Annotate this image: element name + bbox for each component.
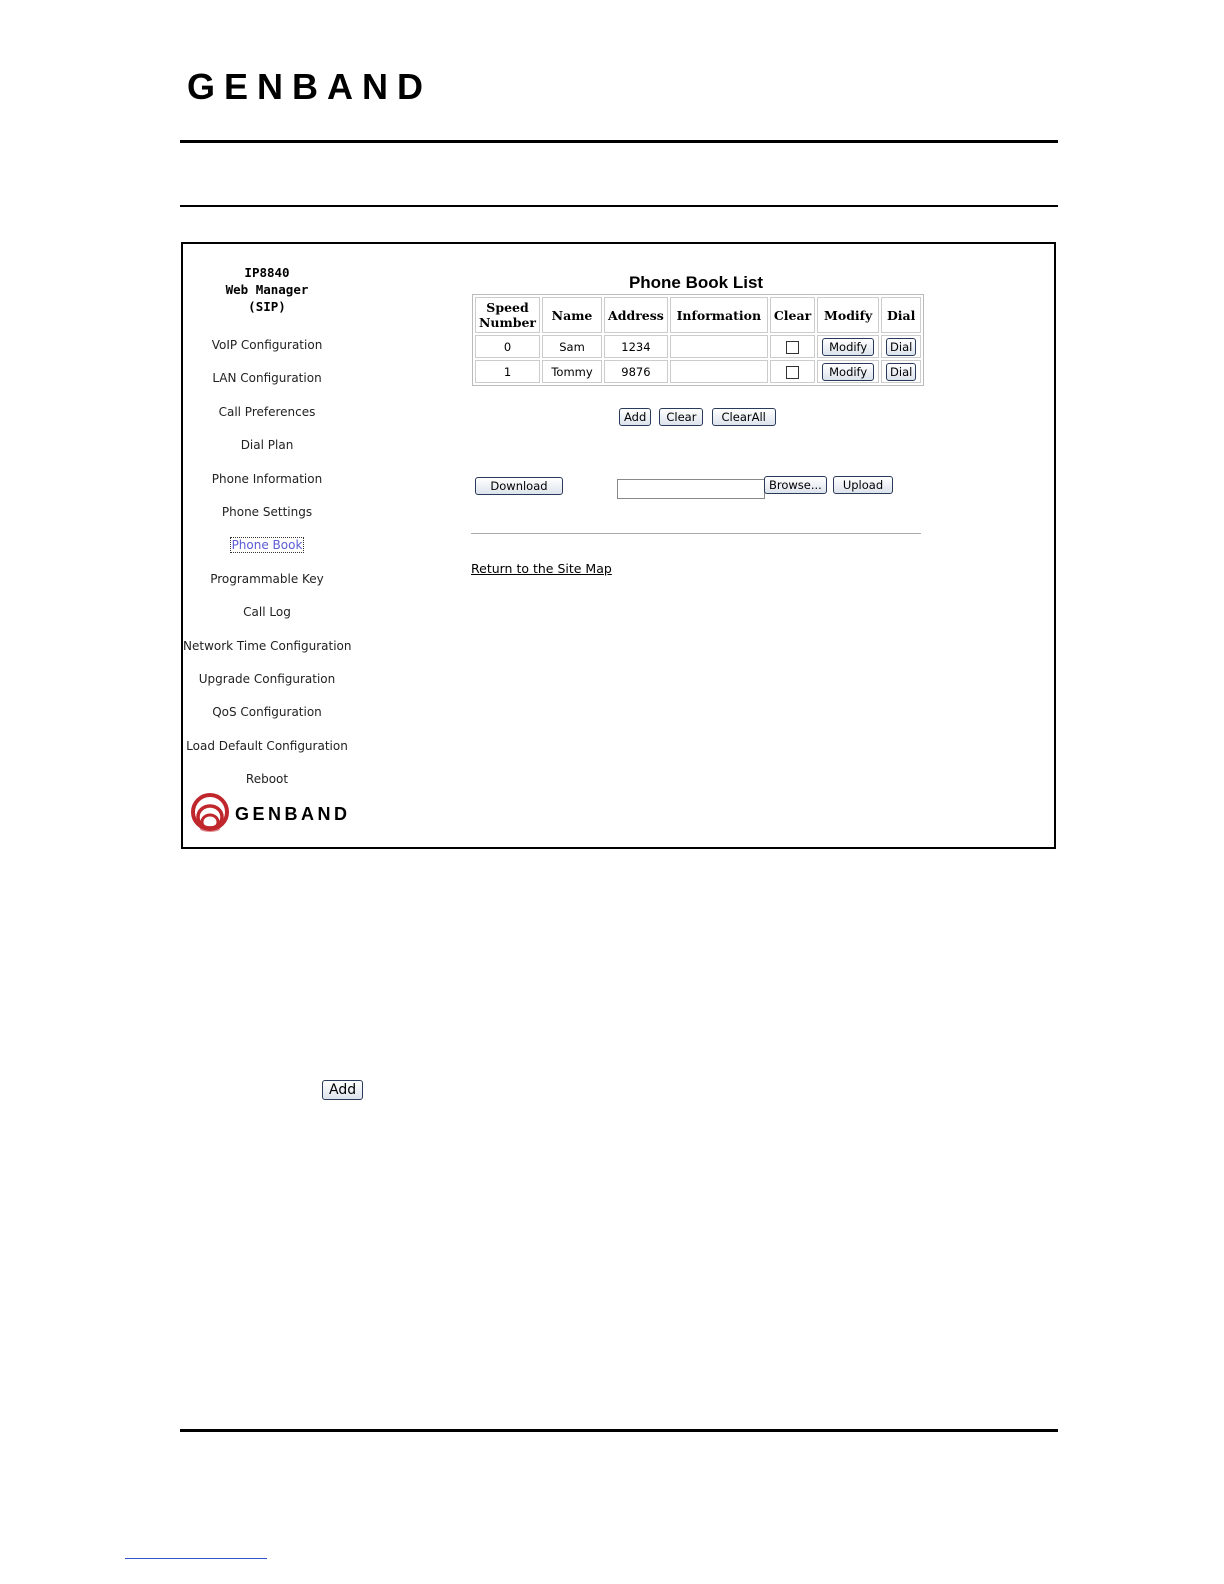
sidebar-item-phone-settings[interactable]: Phone Settings: [221, 504, 313, 519]
sidebar-item-reboot[interactable]: Reboot: [245, 772, 289, 787]
table-header-row: [475, 297, 921, 333]
column-header: Modify: [817, 297, 879, 333]
header-rule: [180, 140, 1058, 143]
column-header: Address: [604, 297, 668, 333]
dial-button[interactable]: Dial: [886, 338, 916, 356]
upload-file-input[interactable]: [617, 479, 765, 499]
phone-book-actions: [619, 406, 779, 426]
browse-button[interactable]: Browse...: [764, 476, 827, 494]
table-row: [475, 335, 921, 358]
page-title: Phone Book List: [628, 273, 764, 292]
clear-cell: [770, 360, 815, 383]
footnote-separator: [125, 1558, 267, 1559]
sidebar-title: [183, 264, 351, 315]
modify-button[interactable]: Modify: [822, 363, 874, 381]
column-header: Speed Number: [475, 297, 540, 333]
sidebar-item-call-log[interactable]: Call Log: [243, 605, 291, 620]
sidebar-item-lan-configuration[interactable]: LAN Configuration: [212, 371, 322, 386]
sidebar-title-line: Web Manager: [225, 282, 309, 297]
modify-button[interactable]: Modify: [822, 338, 874, 356]
header-rule-secondary: [180, 205, 1058, 207]
sidebar-title-line: IP8840: [244, 265, 290, 280]
address-cell: 1234: [604, 335, 668, 358]
return-to-site-map-link[interactable]: Return to the Site Map: [471, 561, 612, 576]
sidebar-item-network-time-configuration[interactable]: Network Time Configuration: [183, 638, 352, 653]
column-header: Name: [542, 297, 602, 333]
dial-button[interactable]: Dial: [886, 363, 916, 381]
sidebar-item-upgrade-configuration[interactable]: Upgrade Configuration: [198, 671, 336, 686]
web-manager-screenshot: [181, 242, 1056, 849]
sidebar-logo-text: GENBAND: [235, 804, 351, 824]
phone-book-table: [472, 294, 924, 386]
genband-swirl-icon: [191, 792, 231, 840]
add-button-example[interactable]: Add: [322, 1080, 363, 1100]
upload-button[interactable]: Upload: [833, 476, 893, 494]
content-divider: [471, 533, 921, 534]
download-button[interactable]: Download: [475, 477, 563, 495]
sidebar-title-line: (SIP): [248, 299, 286, 314]
clear-checkbox[interactable]: [786, 341, 799, 354]
clear-all-button[interactable]: ClearAll: [712, 408, 776, 426]
document-logo: GENBAND: [187, 66, 433, 107]
sidebar-item-load-default-configuration[interactable]: Load Default Configuration: [186, 738, 348, 753]
speed-number-cell: 0: [475, 335, 540, 358]
clear-checkbox[interactable]: [786, 366, 799, 379]
information-cell: [670, 360, 768, 383]
dial-cell: [881, 335, 921, 358]
clear-button[interactable]: Clear: [659, 408, 703, 426]
sidebar-item-voip-configuration[interactable]: VoIP Configuration: [211, 338, 323, 352]
name-cell: Sam: [542, 335, 602, 358]
column-header: Clear: [770, 297, 815, 333]
speed-number-cell: 1: [475, 360, 540, 383]
name-cell: Tommy: [542, 360, 602, 383]
column-header: Information: [670, 297, 768, 333]
footer-rule: [180, 1429, 1058, 1432]
sidebar-item-dial-plan[interactable]: Dial Plan: [240, 438, 294, 453]
address-cell: 9876: [604, 360, 668, 383]
information-cell: [670, 335, 768, 358]
modify-cell: [817, 335, 879, 358]
modify-cell: [817, 360, 879, 383]
sidebar-item-call-preferences[interactable]: Call Preferences: [218, 404, 316, 419]
clear-cell: [770, 335, 815, 358]
add-button[interactable]: Add: [619, 408, 651, 426]
sidebar-nav: [183, 335, 351, 802]
sidebar-logo: [191, 792, 361, 840]
sidebar-item-programmable-key[interactable]: Programmable Key: [210, 571, 324, 586]
dial-cell: [881, 360, 921, 383]
table-row: [475, 360, 921, 383]
sidebar-item-phone-book[interactable]: Phone Book: [231, 538, 303, 553]
column-header: Dial: [881, 297, 921, 333]
sidebar-item-qos-configuration[interactable]: QoS Configuration: [212, 705, 322, 720]
sidebar-item-phone-information[interactable]: Phone Information: [211, 471, 323, 486]
